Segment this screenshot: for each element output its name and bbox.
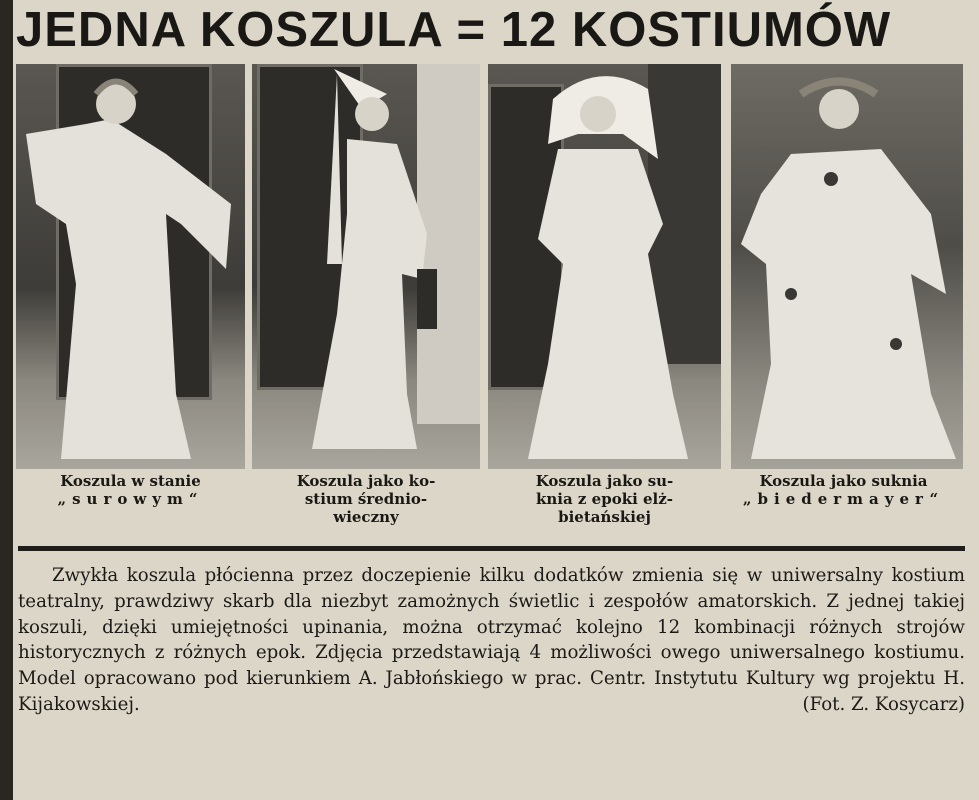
caption-line: Koszula jako ko-	[296, 472, 436, 490]
caption-biedermeier	[716, 472, 971, 542]
figure-elizabethan-illustration	[488, 64, 721, 469]
caption-raw-shirt	[16, 472, 245, 542]
page-headline: JEDNA KOSZULA = 12 KOSTIUMÓW	[16, 3, 892, 57]
photo-credit: (Fot. Z. Kosycarz)	[802, 693, 965, 715]
figure-raw-shirt-illustration	[16, 64, 245, 469]
caption-line: bietańskiej	[558, 508, 651, 526]
caption-line: Koszula jako suknia	[759, 472, 928, 490]
photo-biedermeier-dress	[731, 64, 963, 469]
photo-medieval-costume	[252, 64, 480, 469]
photo-raw-shirt	[16, 64, 245, 469]
article-body	[18, 563, 965, 798]
photo-elizabethan-dress	[488, 64, 721, 469]
caption-medieval	[252, 472, 480, 542]
caption-elizabethan	[488, 472, 721, 542]
caption-line: „surowym“	[57, 490, 204, 508]
caption-line: Koszula jako su-	[535, 472, 674, 490]
section-divider	[18, 546, 965, 551]
figure-medieval-illustration	[252, 64, 480, 469]
figure-biedermeier-illustration	[731, 64, 963, 469]
caption-line: knia z epoki elż-	[535, 490, 673, 508]
article-paragraph: Zwykła koszula płócienna przez doczepienie kilku dodatków zmienia się w uniwersalny kostium teatralny, prawdziwy skarb dla niezbyt zamożnych świetlic i zespołów amatorskich. Z jednej takiej koszuli, dzięki umiejętności upinania, można otrzymać kolejno 12 kombinacji różnych strojów historycznych z różnych epok. Zdjęcia przedstawiają 4 możliwości owego uniwersalnego kostiumu. Model opracowano pod kierunkiem A. Jabłońskiego w prac. Centr. Instytutu Kultury wg projektu H. Kijakowskiej.	[18, 565, 965, 715]
caption-line: stium średnio-	[304, 490, 428, 508]
caption-line: „biedermayer“	[742, 490, 945, 508]
caption-line: Koszula w stanie	[60, 472, 201, 490]
left-column-rule	[0, 0, 13, 800]
caption-line: wieczny	[333, 508, 399, 526]
